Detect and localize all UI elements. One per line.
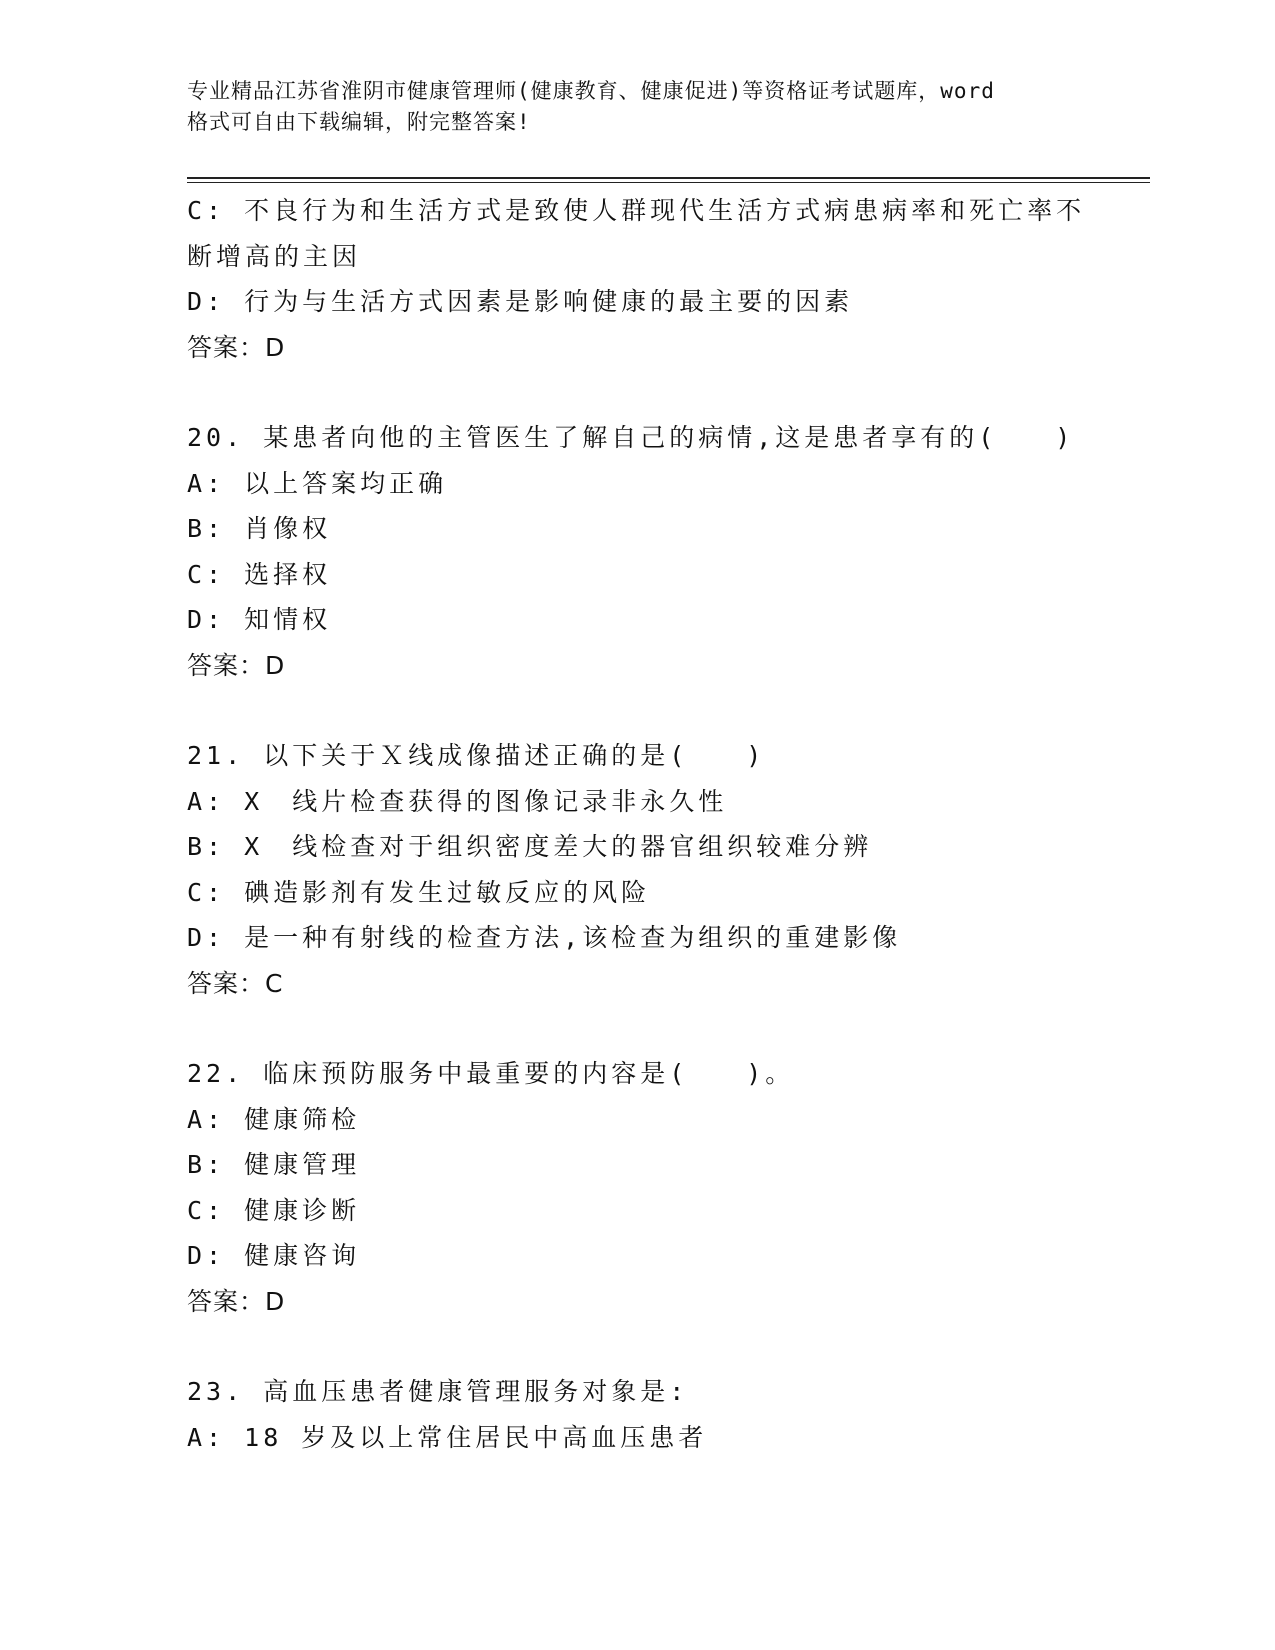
header-divider-thin <box>187 182 1150 183</box>
option-c: C: 选择权 <box>187 559 332 589</box>
answer: 答案：D <box>187 1286 286 1316</box>
question-spacer <box>187 1006 1087 1051</box>
question-stem: 20. 某患者向他的主管医生了解自己的病情,这是患者享有的( ) <box>187 423 1075 452</box>
question-stem: 21. 以下关于Ｘ线成像描述正确的是( ) <box>187 741 766 770</box>
option-b: B: X 线检查对于组织密度差大的器官组织较难分辨 <box>187 832 873 861</box>
question-spacer <box>187 1324 1087 1369</box>
document-header <box>187 76 1087 138</box>
header-line-1: 专业精品江苏省淮阴市健康管理师(健康教育、健康促进)等资格证考试题库，word <box>187 79 995 103</box>
option-a: A: 健康筛检 <box>187 1104 361 1134</box>
question-spacer <box>187 688 1087 733</box>
option-b: B: 肖像权 <box>187 514 332 543</box>
header-line-2: 格式可自由下载编辑，附完整答案! <box>187 110 531 134</box>
question-block-23 <box>187 1369 1087 1460</box>
option-c-line-2: 断增高的主因 <box>187 241 362 271</box>
option-a: A: 以上答案均正确 <box>187 468 448 498</box>
question-list <box>187 188 1087 1460</box>
answer: 答案：D <box>187 650 286 680</box>
header-divider-thick <box>187 177 1150 179</box>
question-block-21 <box>187 733 1087 1006</box>
question-stem: 23. 高血压患者健康管理服务对象是: <box>187 1377 689 1406</box>
answer: 答案：C <box>187 968 284 998</box>
option-b: B: 健康管理 <box>187 1150 361 1179</box>
option-c-line-1: C: 不良行为和生活方式是致使人群现代生活方式病患病率和死亡率不 <box>187 196 1086 225</box>
question-block-20 <box>187 415 1087 688</box>
option-d: D: 是一种有射线的检查方法,该检查为组织的重建影像 <box>187 923 902 952</box>
answer: 答案：D <box>187 332 286 362</box>
option-a: A: 18 岁及以上常住居民中高血压患者 <box>187 1422 708 1452</box>
option-d: D: 知情权 <box>187 605 332 634</box>
option-a: A: X 线片检查获得的图像记录非永久性 <box>187 786 728 816</box>
option-d: D: 行为与生活方式因素是影响健康的最主要的因素 <box>187 287 854 316</box>
option-c: C: 碘造影剂有发生过敏反应的风险 <box>187 877 651 907</box>
option-c: C: 健康诊断 <box>187 1195 361 1225</box>
question-block-19 <box>187 188 1087 370</box>
question-block-22 <box>187 1051 1087 1324</box>
option-d: D: 健康咨询 <box>187 1241 361 1270</box>
question-stem: 22. 临床预防服务中最重要的内容是( )。 <box>187 1059 795 1088</box>
question-spacer <box>187 370 1087 415</box>
